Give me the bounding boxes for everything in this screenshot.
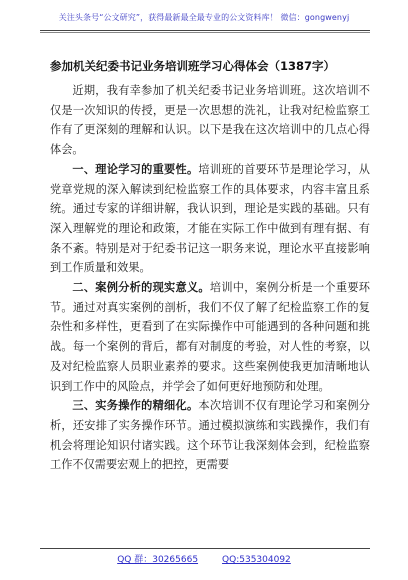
section-paragraph	[50, 160, 370, 278]
section-text: 本次培训不仅有理论学习和案例分析，还安排了实务操作环节。通过模拟演练和实践操作，我们有机会将理论知识付诸实践。这个环节让我深刻体会到，纪检监察工作不仅需要宏观上的把控，更需要	[50, 399, 370, 472]
section-text: 培训班的首要环节是理论学习，从党章党规的深入解读到纪检监察工作的具体要求，内容丰富且系统。通过专家的详细讲解，我认识到，理论是实践的基础。只有深入理解党的理论和政策，才能在实际工作中做到有理有据、有条不紊。特别是对于纪委书记这一职务来说，理论水平直接影响到工作质量和效果。	[50, 162, 370, 275]
section-heading: 一、理论学习的重要性。	[72, 162, 199, 176]
footer-contacts	[0, 552, 408, 565]
footer-qq-group: QQ 群：30265665	[117, 555, 199, 565]
document-body	[50, 81, 370, 475]
intro-paragraph: 近期，我有幸参加了机关纪委书记业务培训班。这次培训不仅是一次知识的传授，更是一次思想的洗礼，让我对纪检监察工作有了更深刻的理解和认识。以下是我在这次培训中的几点心得体会。	[50, 84, 370, 157]
header-divider	[40, 30, 370, 31]
footer-qq: QQ:535304092	[222, 555, 291, 565]
section-paragraph	[50, 396, 370, 475]
header-notice: 关注头条号“公文研究”，获得最新最全最专业的公文资料库！ 微信：gongwenyj	[58, 13, 350, 22]
section-heading: 三、实务操作的精细化。	[72, 399, 199, 413]
document-title: 参加机关纪委书记业务培训班学习心得体会（1387字）	[50, 59, 336, 73]
header-divider-thin	[40, 32, 370, 33]
footer-divider	[40, 548, 370, 549]
section-heading: 二、案例分析的现实意义。	[72, 281, 210, 295]
section-text: 培训中，案例分析是一个重要环节。通过对真实案例的剖析，我们不仅了解了纪检监察工作的复杂性和多样性，更看到了在实际操作中可能遇到的各种问题和挑战。每一个案例的背后，都有对制度的考验，对人性的考察，以及对纪检监察人员职业素养的要求。这些案例使我更加清晰地认识到工作中的风险点，并学会了如何更好地预防和处理。	[50, 281, 370, 393]
section-paragraph	[50, 278, 370, 396]
